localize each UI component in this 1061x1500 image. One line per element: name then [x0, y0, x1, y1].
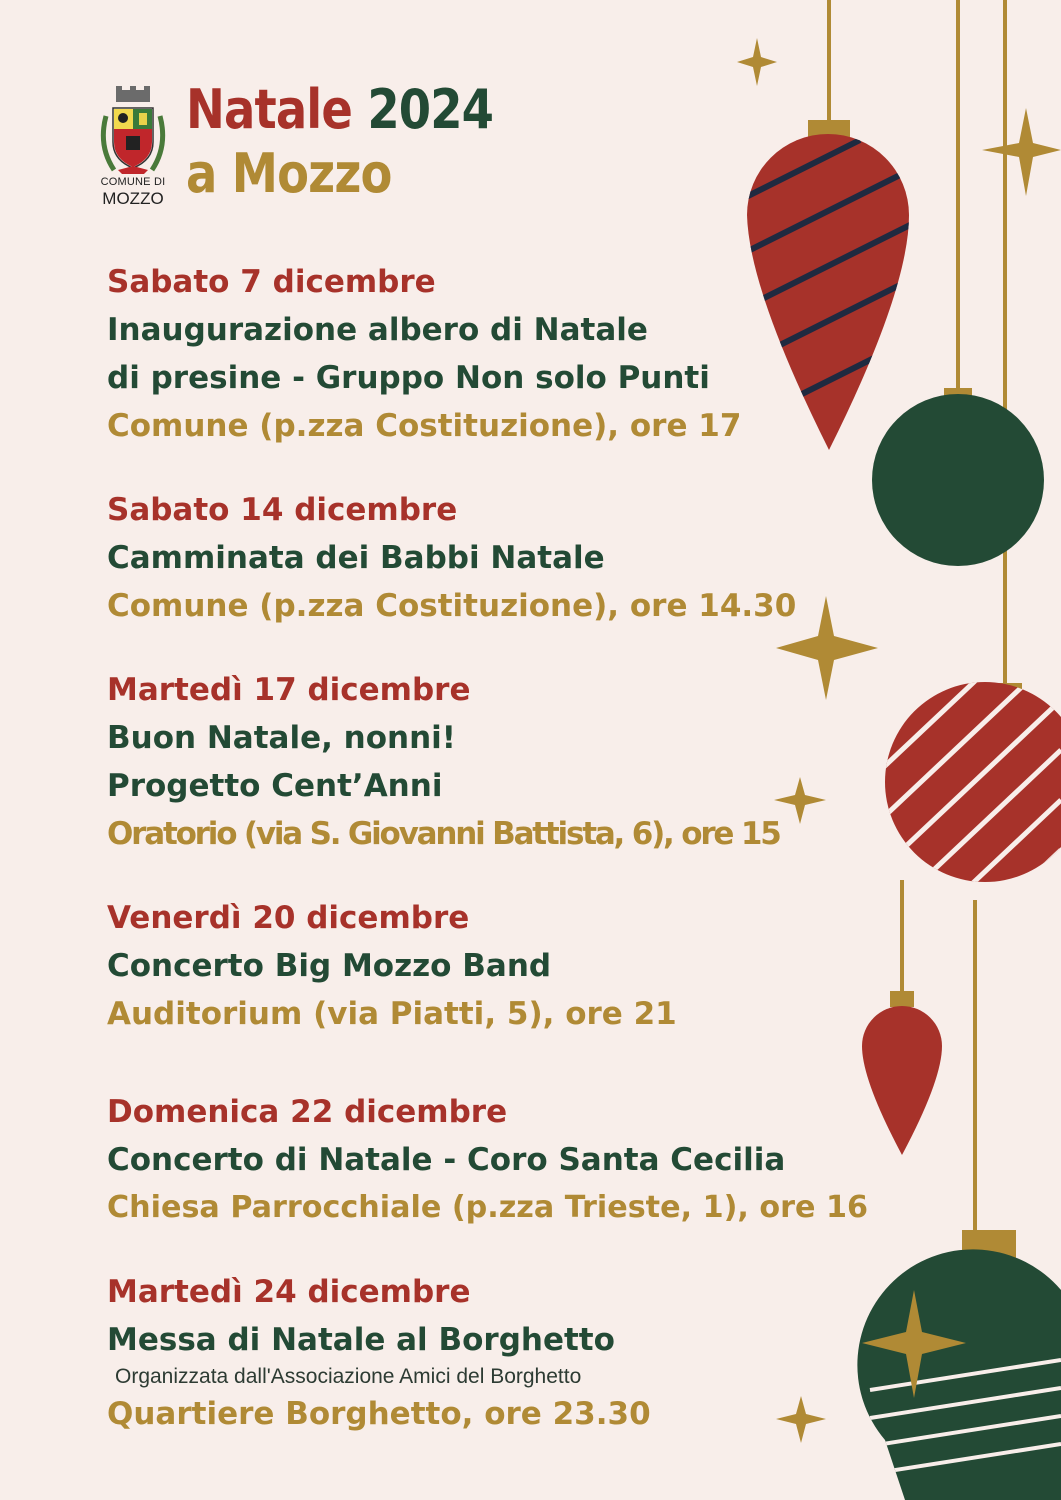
event-title: Messa di Natale al Borghetto: [107, 1322, 615, 1358]
title-line1: [186, 78, 493, 142]
small-red-teardrop-ornament: [862, 991, 942, 1155]
crest-label-line1: COMUNE DI: [100, 176, 166, 188]
title-year: 2024: [367, 78, 494, 141]
event-place: Comune (p.zza Costituzione), ore 14.30: [107, 588, 797, 624]
green-ball-ornament: [872, 388, 1044, 566]
event-item: [107, 894, 867, 1038]
event-item: [107, 486, 867, 630]
event-date: Sabato 7 dicembre: [107, 264, 436, 300]
event-place: Auditorium (via Piatti, 5), ore 21: [107, 996, 677, 1032]
event-item: [107, 666, 867, 858]
event-place: Comune (p.zza Costituzione), ore 17: [107, 408, 742, 444]
crest-label-line2: MOZZO: [102, 189, 164, 208]
event-place: Oratorio (via S. Giovanni Battista, 6), ore 15: [107, 816, 780, 852]
red-striped-ball-ornament: [870, 600, 1061, 1030]
event-title: Camminata dei Babbi Natale: [107, 540, 605, 576]
event-date: Domenica 22 dicembre: [107, 1094, 508, 1130]
event-date: Sabato 14 dicembre: [107, 492, 458, 528]
event-title: Buon Natale, nonni!: [107, 720, 456, 756]
title-line2: a Mozzo: [186, 141, 392, 205]
event-date: Venerdì 20 dicembre: [107, 900, 470, 936]
event-place: Quartiere Borghetto, ore 23.30: [107, 1396, 651, 1432]
event-date: Martedì 24 dicembre: [107, 1274, 471, 1310]
event-item: [107, 258, 867, 450]
gold-star-icon: [982, 108, 1061, 196]
event-title: Concerto di Natale - Coro Santa Cecilia: [107, 1142, 786, 1178]
event-title: Inaugurazione albero di Natale: [107, 312, 648, 348]
event-title: Concerto Big Mozzo Band: [107, 948, 552, 984]
event-date: Martedì 17 dicembre: [107, 672, 471, 708]
page-title: [186, 78, 493, 205]
crest-label: [96, 177, 170, 207]
gold-star-icon: [737, 38, 777, 86]
event-place: Chiesa Parrocchiale (p.zza Trieste, 1), ore 16: [107, 1190, 868, 1225]
event-item: [107, 1268, 867, 1438]
event-title: di presine - Gruppo Non solo Punti: [107, 360, 710, 396]
event-item: [107, 1088, 867, 1232]
title-word: Natale: [186, 78, 353, 141]
event-note: Organizzata dall'Associazione Amici del Borghetto: [115, 1365, 582, 1388]
green-striped-ball-ornament: [857, 1230, 1061, 1500]
event-title: Progetto Cent’Anni: [107, 768, 443, 804]
